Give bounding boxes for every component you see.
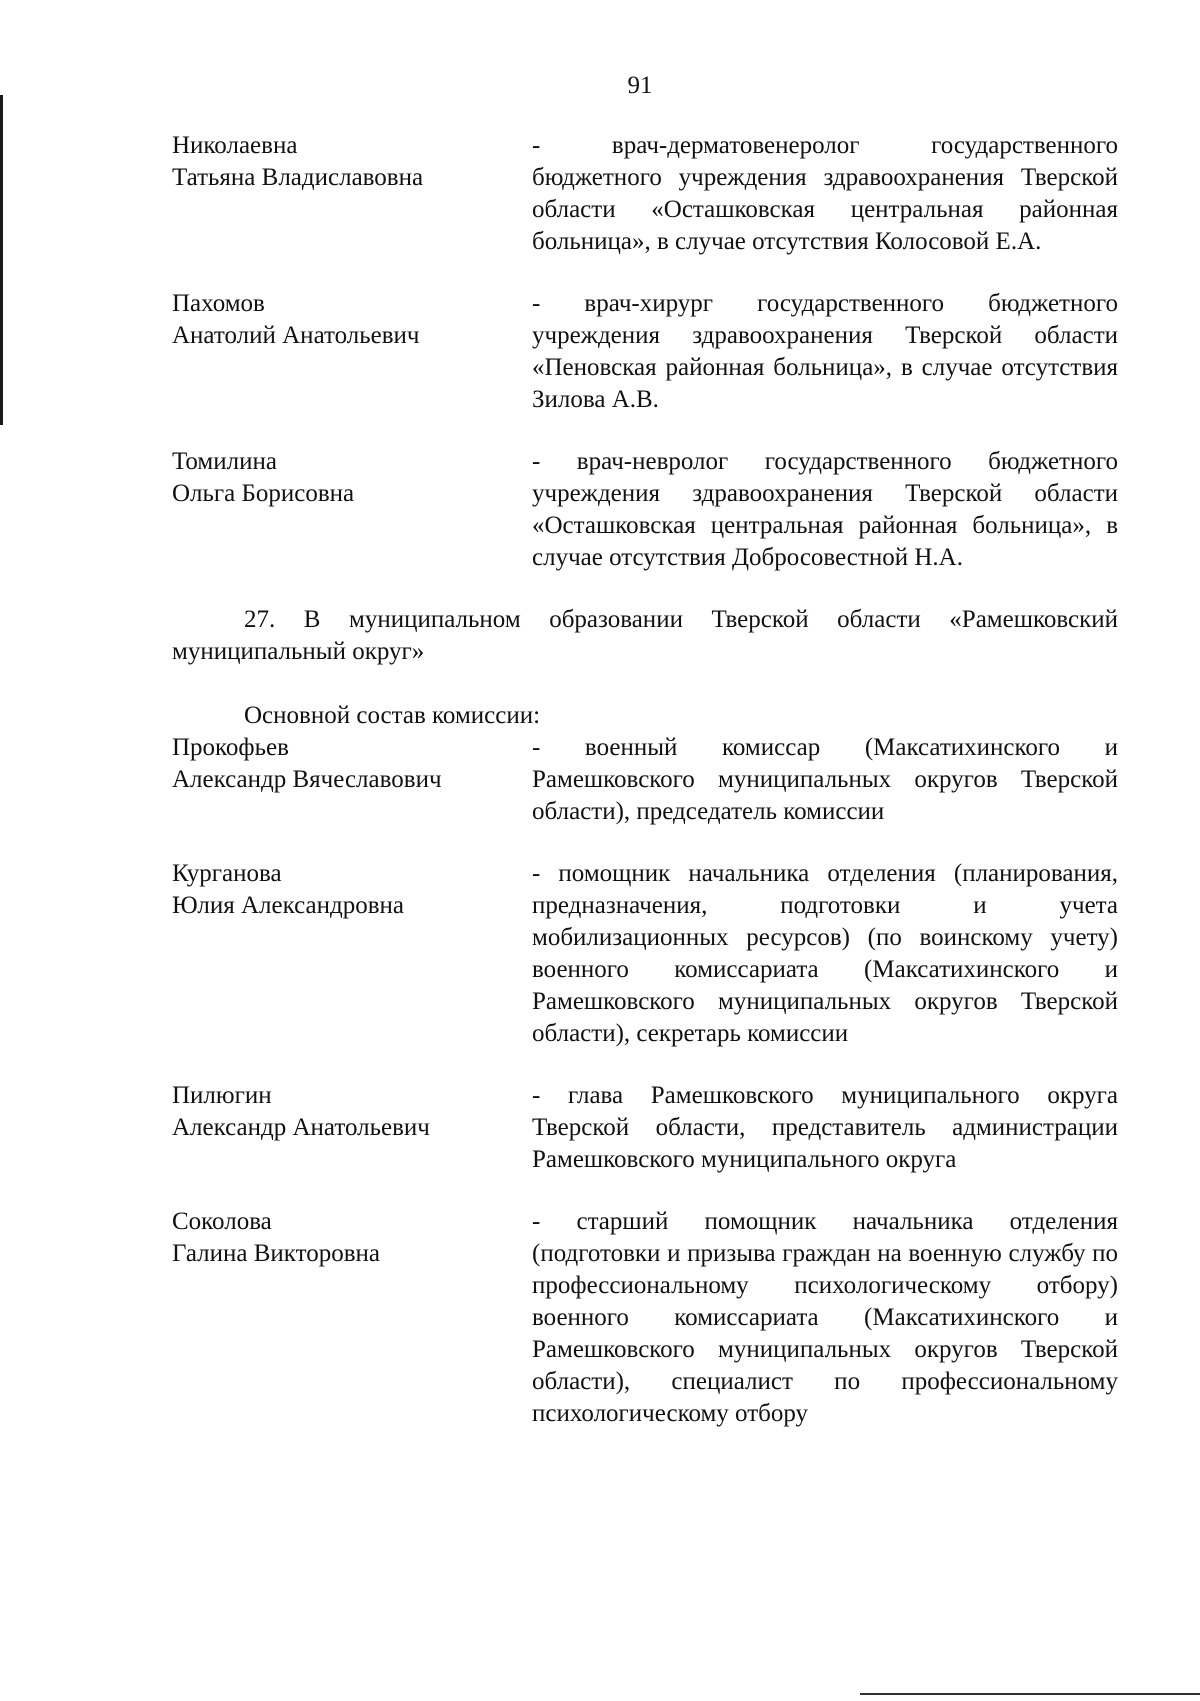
member-name	[172, 288, 532, 416]
member-role: - врач-невролог государственного бюджетного учреждения здравоохранения Тверской области «Осташковская центральная районная больница», в случае отсутствия Добросовестной Н.А.	[532, 448, 1118, 571]
page-number: 91	[627, 72, 653, 99]
member-role: - врач-дерматовенеролог государственного бюджетного учреждения здравоохранения Тверской области «Осташковская центральная районная больница», в случае отсутствия Колосовой Е.А.	[532, 132, 1118, 255]
member-surname: Прокофьев	[172, 734, 289, 761]
member-surname: Пахомов	[172, 290, 265, 317]
scan-edge-mark	[0, 95, 3, 425]
member-role: - военный комиссар (Максатихинского и Рамешковского муниципальных округов Тверской области), председатель комиссии	[532, 734, 1118, 825]
member-role: - глава Рамешковского муниципального округа Тверской области, представитель администрации Рамешковского муниципального округа	[532, 1082, 1118, 1173]
member-given-names: Юлия Александровна	[172, 892, 404, 919]
member-role: - врач-хирург государственного бюджетного учреждения здравоохранения Тверской области «Пеновская районная больница», в случае отсутствия Зилова А.В.	[532, 290, 1118, 413]
member-entry	[172, 446, 1118, 574]
member-entry	[172, 858, 1118, 1050]
member-entry	[172, 288, 1118, 416]
member-surname: Курганова	[172, 860, 282, 887]
member-surname: Томилина	[172, 448, 277, 475]
member-name	[172, 1206, 532, 1430]
member-given-names: Александр Анатольевич	[172, 1114, 430, 1141]
document-body	[172, 130, 1118, 1460]
member-surname: Соколова	[172, 1208, 272, 1235]
member-given-names: Александр Вячеславович	[172, 766, 442, 793]
member-role: - помощник начальника отделения (планирования, предназначения, подготовки и учета мобилизационных ресурсов) (по воинскому учету) военного комиссариата (Максатихинского и Рамешковского муниципальных округов Тверской области), секретарь комиссии	[532, 860, 1118, 1047]
member-entry	[172, 1080, 1118, 1176]
member-name	[172, 130, 532, 258]
member-given-names: Анатолий Анатольевич	[172, 322, 420, 349]
member-entry	[172, 130, 1118, 258]
section-subheading: Основной состав комиссии:	[244, 702, 541, 729]
scan-bottom-line	[860, 1693, 1200, 1695]
member-name	[172, 732, 532, 828]
member-given-names: Ольга Борисовна	[172, 480, 355, 507]
member-role: - старший помощник начальника отделения (подготовки и призыва граждан на военную службу по профессиональному психологическому отбору) военного комиссариата (Максатихинского и Рамешковского муниципальных округов Тверской области), специалист по профессиональному психологическому отбору	[532, 1208, 1118, 1427]
member-entry	[172, 1206, 1118, 1430]
member-surname: Николаевна	[172, 132, 298, 159]
member-given-names: Галина Викторовна	[172, 1240, 380, 1267]
member-name	[172, 446, 532, 574]
member-given-names: Татьяна Владиславовна	[172, 164, 424, 191]
section-heading: 27. В муниципальном образовании Тверской области «Рамешковский муниципальный округ»	[172, 606, 1118, 665]
member-name	[172, 858, 532, 1050]
member-name	[172, 1080, 532, 1176]
member-entry	[172, 732, 1118, 828]
member-surname: Пилюгин	[172, 1082, 272, 1109]
